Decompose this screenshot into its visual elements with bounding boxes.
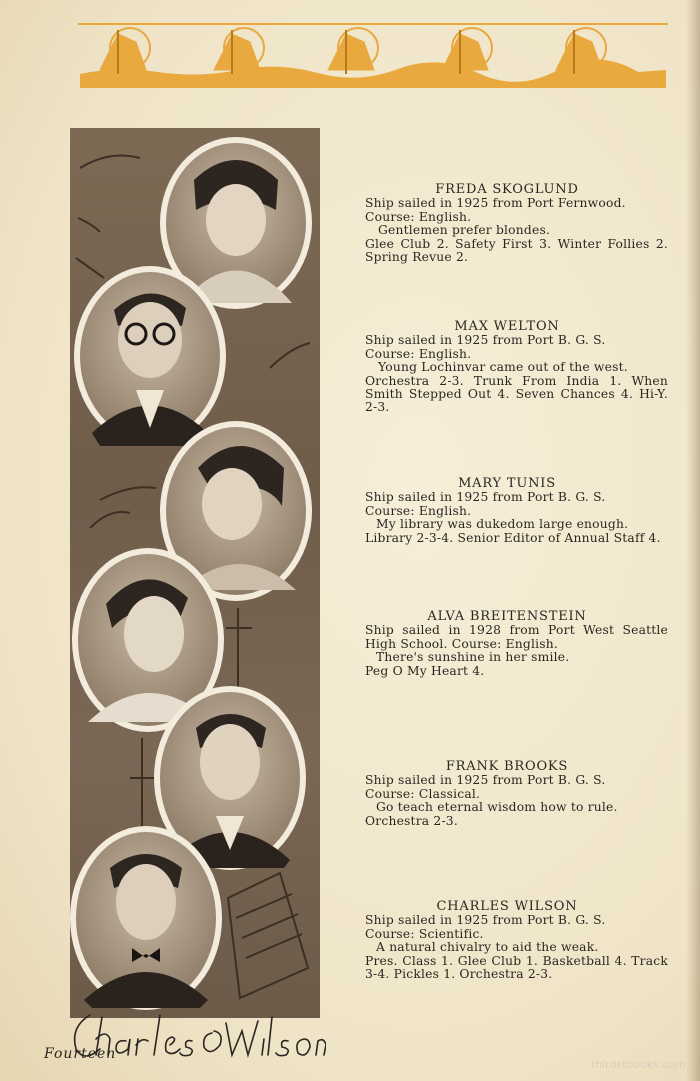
student-entry xyxy=(346,760,668,828)
sailed-line: Ship sailed in 1925 from Port B. G. S. xyxy=(365,490,606,505)
student-name: FREDA SKOGLUND xyxy=(435,182,579,197)
activities-text: Pres. Class 1. Glee Club 1. Basketball 4. Track 3-4. Pickles 1. Orchestra 2-3. xyxy=(365,953,668,982)
quote-line: There's sunshine in her smile. xyxy=(376,650,570,665)
activities-text: Orchestra 2-3. xyxy=(365,813,458,828)
course-line: Course: English. xyxy=(365,209,472,224)
activities-text: Peg O My Heart 4. xyxy=(365,663,485,678)
sailed-line: Ship sailed in 1925 from Port Fernwood. xyxy=(365,196,626,211)
student-name: FRANK BROOKS xyxy=(445,759,569,774)
quote-line: Go teach eternal wisdom how to rule. xyxy=(376,800,618,815)
course-line: Course: English. xyxy=(365,503,472,518)
student-name: MARY TUNIS xyxy=(458,476,556,491)
page-number: Fourteen xyxy=(44,1046,117,1062)
course-line: Course: Scientific. xyxy=(365,926,484,941)
student-entry xyxy=(346,320,668,415)
sailed-line: Ship sailed in 1925 from Port B. G. S. xyxy=(365,913,606,928)
sailing-ship-border xyxy=(78,20,668,92)
portrait-charles-wilson xyxy=(70,826,222,1010)
activities-text: Orchestra 2-3. Trunk From India 1. When Smith Stepped Out 4. Seven Chances 4. Hi-Y. 2-3. xyxy=(365,373,668,415)
student-entry xyxy=(346,610,668,678)
quote-line: Young Lochinvar came out of the west. xyxy=(378,360,628,375)
ship-icon xyxy=(442,28,492,74)
quote-line: My library was dukedom large enough. xyxy=(376,517,629,532)
quote-line: A natural chivalry to aid the weak. xyxy=(376,940,599,955)
portrait-max-welton xyxy=(74,266,226,446)
watermark: thirdstbooks.com xyxy=(590,1058,686,1071)
book-binding-shadow xyxy=(686,0,700,1081)
ship-icon xyxy=(100,28,150,74)
activities-text: Glee Club 2. Safety First 3. Winter Follies 2. Spring Revue 2. xyxy=(365,236,668,265)
student-name: CHARLES WILSON xyxy=(436,899,578,914)
portrait-column xyxy=(70,128,320,1018)
student-name: MAX WELTON xyxy=(454,319,560,334)
sailed-line: Ship sailed in 1928 from Port West Seattle High School. Course: English. xyxy=(365,623,668,651)
student-name: ALVA BREITENSTEIN xyxy=(427,609,587,624)
course-line: Course: English. xyxy=(365,346,472,361)
ship-icon xyxy=(214,28,264,74)
course-line: Course: Classical. xyxy=(365,786,481,801)
ship-icon xyxy=(556,28,606,74)
student-entry xyxy=(346,900,668,981)
sailed-line: Ship sailed in 1925 from Port B. G. S. xyxy=(365,773,606,788)
student-entry xyxy=(346,477,668,545)
sailed-line: Ship sailed in 1925 from Port B. G. S. xyxy=(365,333,606,348)
quote-line: Gentlemen prefer blondes. xyxy=(378,223,551,238)
ship-icon xyxy=(328,28,378,74)
student-entry xyxy=(346,183,668,264)
activities-text: Library 2-3-4. Senior Editor of Annual Staff 4. xyxy=(365,530,661,545)
